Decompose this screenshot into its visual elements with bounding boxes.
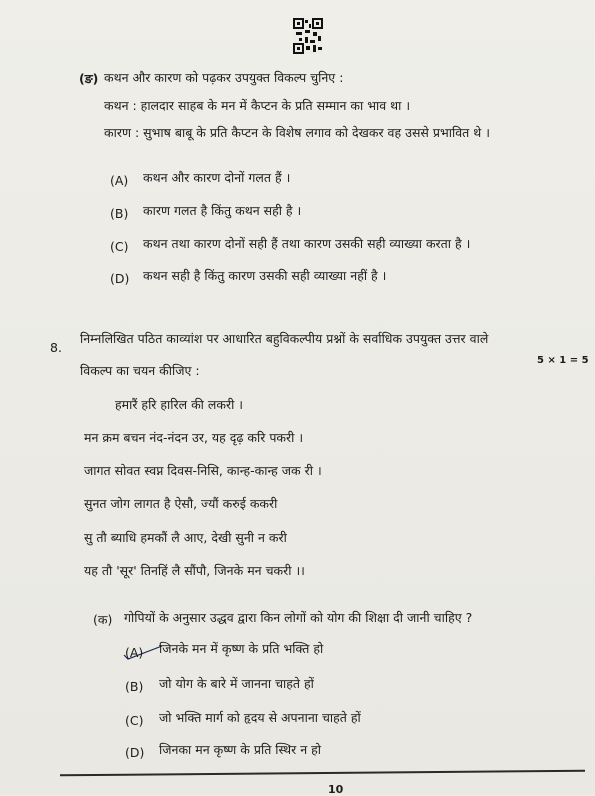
- poem-line: सुनत जोग लागत है ऐसौ, ज्यौं करुई ककरी: [84, 496, 278, 511]
- q8-number: 8.: [50, 340, 62, 355]
- poem-line: जागत सोवत स्वप्न दिवस-निसि, कान्ह-कान्ह जक री ।: [84, 463, 322, 478]
- q8a-option-b-text: जो योग के बारे में जानना चाहते हों: [159, 676, 314, 691]
- q7e-label: (ङ): [79, 71, 99, 86]
- q8a-option-c-text: जो भक्ति मार्ग को हृदय से अपनाना चाहते हों: [159, 710, 361, 725]
- q8-instruction-line2: विकल्प का चयन कीजिए :: [80, 363, 200, 378]
- q8-instruction-line1: निम्नलिखित पठित काव्यांश पर आधारित बहुविकल्पीय प्रश्नों के सर्वाधिक उपयुक्त उत्तर वाले: [80, 331, 489, 346]
- q7e-instruction: कथन और कारण को पढ़कर उपयुक्त विकल्प चुनिए :: [104, 70, 344, 85]
- footer-rule: [60, 770, 585, 777]
- q8a-option-a-key: (A): [125, 645, 144, 660]
- q7e-option-c-text: कथन तथा कारण दोनों सही हैं तथा कारण उसकी सही व्याख्या करता है ।: [143, 236, 471, 251]
- q7e-reason: कारण : सुभाष बाबू के प्रति कैप्टन के विशेष लगाव को देखकर वह उससे प्रभावित थे ।: [104, 125, 490, 140]
- q8a-option-c-key: (C): [125, 713, 144, 728]
- q7e-option-a-text: कथन और कारण दोनों गलत हैं ।: [143, 170, 291, 185]
- q8-marks: 5 × 1 = 5: [537, 355, 589, 366]
- q7e-statement: कथन : हालदार साहब के मन में कैप्टन के प्रति सम्मान का भाव था ।: [104, 98, 411, 113]
- q7e-option-b-key: (B): [110, 206, 129, 221]
- page-number: 10: [328, 783, 344, 796]
- q8a-option-d-text: जिनका मन कृष्ण के प्रति स्थिर न हो: [159, 742, 322, 757]
- q7e-option-c-key: (C): [110, 239, 129, 254]
- q7e-option-a-key: (A): [110, 173, 129, 188]
- qr-code-icon: [293, 18, 323, 54]
- q8a-question: गोपियों के अनुसार उद्धव द्वारा किन लोगों को योग की शिक्षा दी जानी चाहिए ?: [124, 610, 473, 625]
- q8a-option-d-key: (D): [125, 745, 145, 760]
- poem-line: यह तौ 'सूर' तिनहिं लै सौंपौ, जिनके मन चकरी ।।: [84, 563, 305, 578]
- q8a-option-b-key: (B): [125, 679, 144, 694]
- poem-line: हमारैं हरि हारिल की लकरी ।: [115, 397, 244, 412]
- q7e-option-d-key: (D): [110, 271, 130, 286]
- q7e-option-b-text: कारण गलत है किंतु कथन सही है ।: [143, 203, 302, 218]
- poem-line: मन क्रम बचन नंद-नंदन उर, यह दृढ़ करि पकरी ।: [84, 430, 304, 445]
- q8a-option-a-text: जिनके मन में कृष्ण के प्रति भक्ति हो: [159, 641, 324, 656]
- poem-line: सु तौ ब्याधि हमकौं लै आए, देखी सुनी न करी: [84, 530, 287, 545]
- q8a-label: (क): [93, 612, 113, 627]
- q7e-option-d-text: कथन सही है किंतु कारण उसकी सही व्याख्या नहीं है ।: [143, 268, 387, 283]
